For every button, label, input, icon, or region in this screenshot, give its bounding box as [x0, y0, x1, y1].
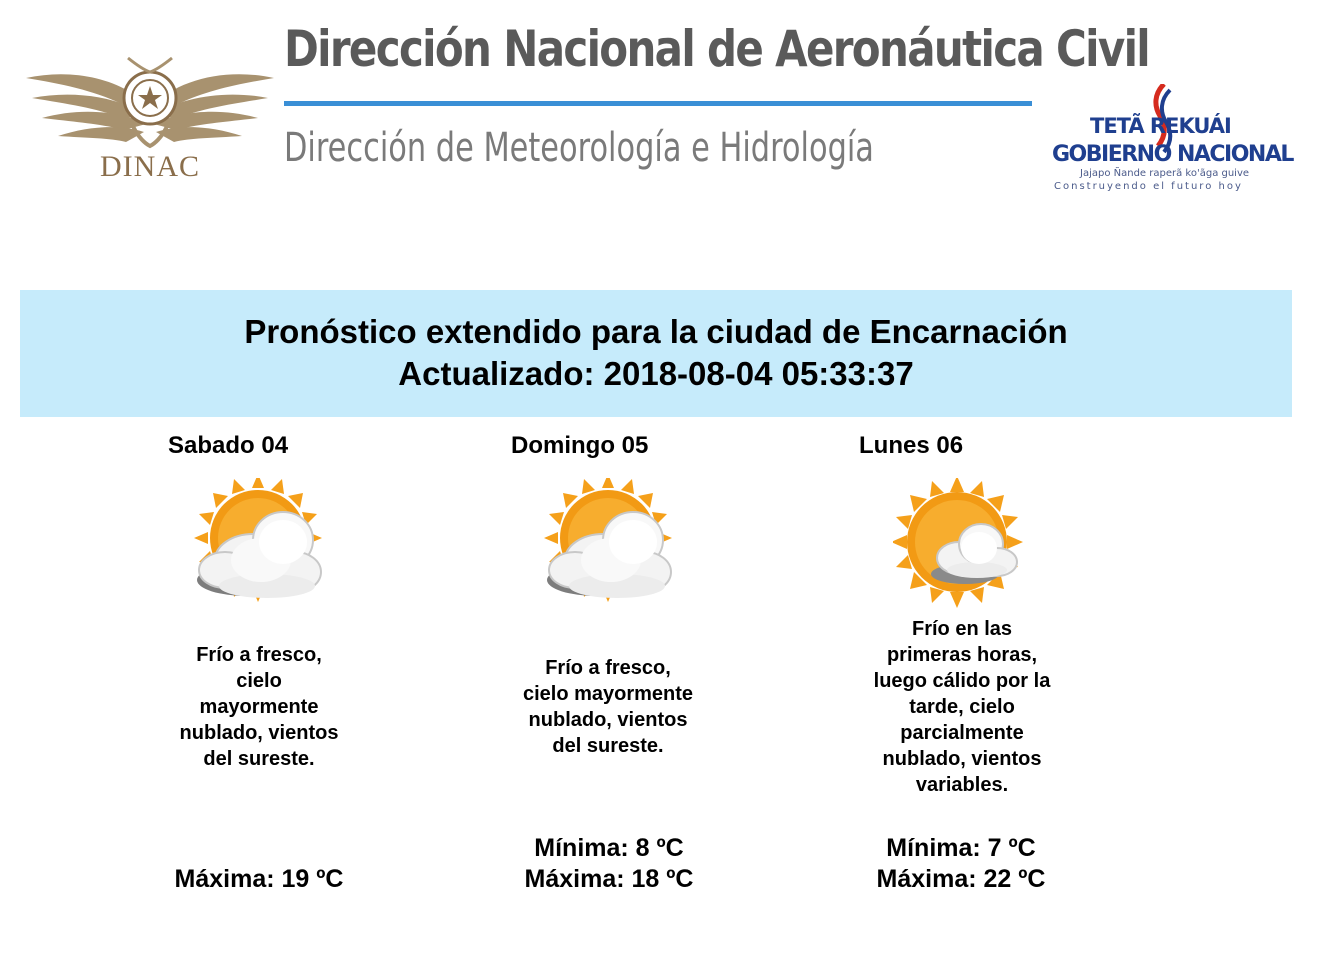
description-line: cielo — [236, 670, 282, 692]
forecast-banner — [20, 290, 1292, 417]
gov-logo-line-2: GOBIERNO NACIONAL — [1052, 142, 1293, 167]
forecast-title: Pronóstico extendido para la ciudad de Encarnación — [244, 313, 1068, 350]
description-line: primeras horas, — [886, 644, 1038, 666]
mostly-sunny-icon — [893, 478, 1027, 612]
description-line: Frío a fresco, — [196, 644, 322, 666]
agency-title: Dirección Nacional de Aeronáutica Civil — [284, 20, 1150, 78]
forecast-description — [847, 616, 1077, 798]
description-line: nublado, vientos — [528, 709, 688, 731]
day-name: Sabado 04 — [168, 432, 289, 459]
gov-logo-line-3: Jajapo Ñande raperã ko'ãga guive — [1080, 168, 1250, 179]
forecast-description — [143, 642, 375, 772]
description-line: nublado, vientos — [882, 748, 1042, 770]
maximum-temperature: Máxima: 22 ºC — [876, 865, 1046, 893]
partly-cloudy-icon — [191, 478, 325, 612]
description-line: del sureste. — [203, 748, 315, 770]
gov-logo-line-1: TETÃ REKUÁI — [1090, 114, 1231, 138]
forecast-day-3 — [845, 430, 1075, 910]
agency-title-divider — [284, 101, 1032, 106]
partly-cloudy-icon — [541, 478, 675, 612]
dinac-logo-text: DINAC — [100, 150, 200, 183]
gobierno-nacional-logo — [1050, 84, 1293, 196]
minimum-temperature: Mínima: 8 ºC — [534, 834, 684, 862]
minimum-temperature: Mínima: 7 ºC — [886, 834, 1036, 862]
description-line: Frío en las — [911, 618, 1013, 640]
forecast-day-1 — [143, 430, 373, 910]
maximum-temperature: Máxima: 19 ºC — [174, 865, 344, 893]
gov-logo-line-4: Construyendo el futuro hoy — [1054, 181, 1243, 192]
day-name: Domingo 05 — [511, 432, 649, 459]
description-line: cielo mayormente — [522, 683, 694, 705]
forecast-updated-timestamp: Actualizado: 2018-08-04 05:33:37 — [398, 355, 914, 392]
description-line: del sureste. — [552, 735, 664, 757]
maximum-temperature: Máxima: 18 ºC — [524, 865, 694, 893]
description-line: nublado, vientos — [179, 722, 339, 744]
description-line: tarde, cielo — [909, 696, 1015, 718]
forecast-day-2 — [493, 430, 723, 910]
page-header — [0, 0, 1326, 230]
description-line: parcialmente — [900, 722, 1024, 744]
agency-subtitle: Dirección de Meteorología e Hidrología — [284, 125, 874, 171]
temperature-block — [143, 864, 375, 895]
description-line: mayormente — [199, 696, 319, 718]
day-name: Lunes 06 — [859, 432, 964, 459]
temperature-block — [493, 833, 725, 895]
description-line: variables. — [915, 774, 1009, 796]
description-line: luego cálido por la — [873, 670, 1051, 692]
forecast-description — [493, 655, 723, 759]
temperature-block — [845, 833, 1077, 895]
description-line: Frío a fresco, — [545, 657, 671, 679]
